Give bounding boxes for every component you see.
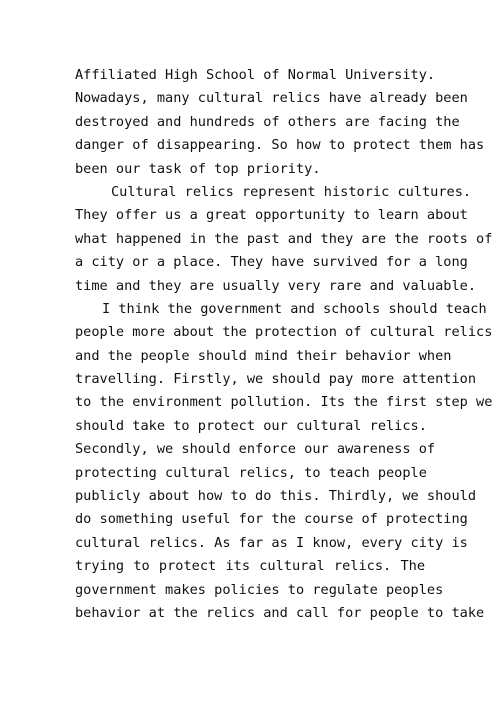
text-line: Cultural relics represent historic cultures. (111, 183, 472, 200)
text-line: time and they are usually very rare and valuable. (75, 277, 477, 294)
text-line: do something useful for the course of protecting (75, 511, 468, 528)
text-line: protecting cultural relics, to teach people (75, 464, 427, 481)
text-line: publicly about how to do this. Thirdly, we should (75, 488, 477, 505)
text-line: danger of disappearing. So how to protect them has (75, 137, 485, 154)
text-line: They offer us a great opportunity to learn about (75, 207, 468, 224)
text-line: Affiliated High School of Normal University. (75, 67, 436, 83)
text-line: Nowadays, many cultural relics have already been (75, 90, 468, 107)
paragraph-1 (75, 64, 485, 181)
text-line: people more about the protection of cultural relics (75, 324, 493, 341)
text-line: should take to protect our cultural relics. (75, 417, 427, 434)
text-line: I think the government and schools should teach (102, 300, 487, 317)
text-line: and the people should mind their behavior when (75, 347, 452, 364)
text-line: travelling. Firstly, we should pay more attention (75, 371, 477, 388)
text-line: trying to protect its cultural relics. The (75, 558, 425, 575)
text-line: to the environment pollution. Its the first step we (75, 394, 493, 411)
text-line: behavior at the relics and call for people to take (75, 604, 485, 621)
text-line: what happened in the past and they are the roots of (75, 230, 493, 247)
text-line: Secondly, we should enforce our awareness of (75, 441, 436, 458)
paragraph-2 (75, 181, 493, 298)
paragraph-3 (75, 298, 493, 625)
text-line: a city or a place. They have survived for a long (75, 254, 468, 271)
text-line: cultural relics. As far as I know, every city is (75, 534, 468, 551)
document-body (75, 64, 493, 625)
text-line: government makes policies to regulate peoples (75, 581, 444, 598)
text-line: destroyed and hundreds of others are facing the (75, 113, 460, 130)
text-line: been our task of top priority. (75, 160, 321, 177)
